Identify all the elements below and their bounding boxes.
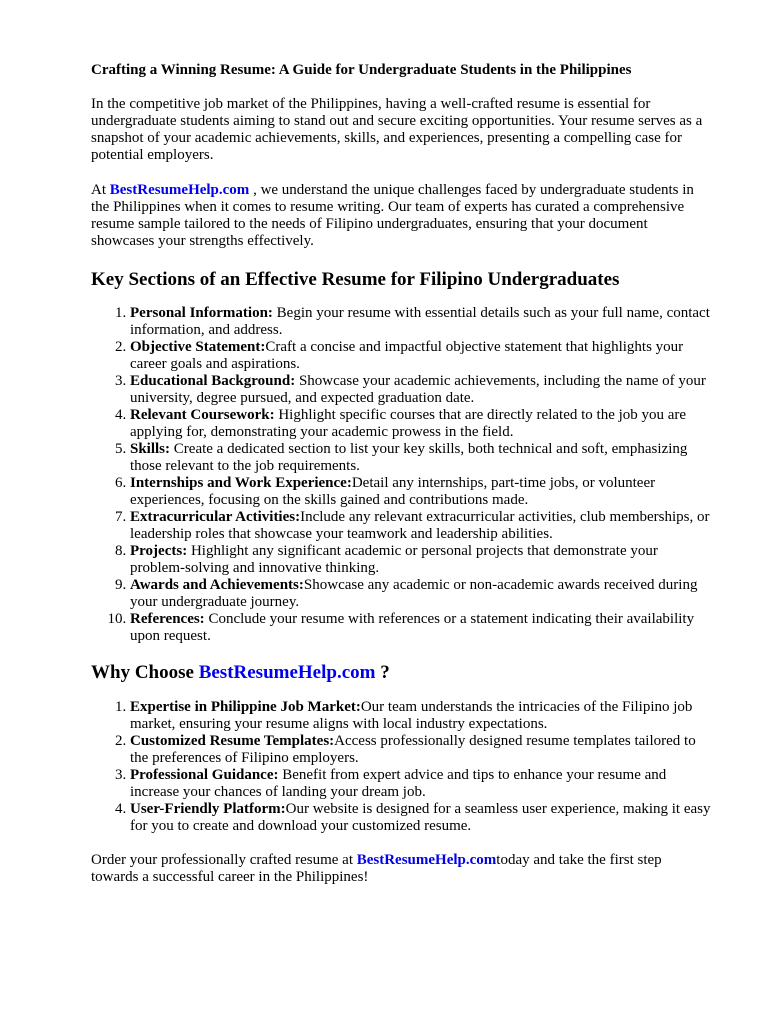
item-text: Showcase any academic or non-academic awards received during your undergraduate journey.: [130, 577, 698, 610]
why-suffix: ?: [375, 662, 390, 683]
item-label: User-Friendly Platform:: [130, 801, 286, 817]
item-label: References:: [130, 611, 205, 627]
item-text: Create a dedicated section to list your key skills, both technical and soft, emphasizing those relevant to the job requirements.: [130, 441, 688, 474]
item-text: Showcase your academic achievements, including the name of your university, degree pursued, and expected graduation date.: [130, 373, 706, 406]
list-item: [130, 339, 712, 373]
list-item: [130, 801, 712, 835]
item-text: Access professionally designed resume templates tailored to the preferences of Filipino employers.: [130, 733, 696, 766]
document-title: Crafting a Winning Resume: A Guide for Undergraduate Students in the Philippines: [91, 62, 632, 78]
item-label: Customized Resume Templates:: [130, 733, 335, 749]
item-text: Include any relevant extracurricular activities, club memberships, or leadership roles that showcase your teamwork and leadership abilities.: [130, 509, 710, 542]
bestresumehelp-link[interactable]: BestResumeHelp.com: [356, 852, 497, 868]
item-label: Projects:: [130, 543, 188, 559]
why-prefix: Why Choose: [91, 662, 199, 683]
list-item: [130, 543, 712, 577]
item-label: Personal Information:: [130, 305, 273, 321]
sections-list: [91, 305, 712, 645]
list-item: [130, 373, 712, 407]
list-item: [130, 475, 712, 509]
list-item: [130, 767, 712, 801]
why-heading: [91, 662, 712, 684]
item-label: Educational Background:: [130, 373, 296, 389]
why-list: [91, 699, 712, 835]
item-text: Highlight specific courses that are directly related to the job you are applying for, demonstrating your academic prowess in the field.: [130, 407, 687, 440]
item-label: Objective Statement:: [130, 339, 266, 355]
item-text: Begin your resume with essential details such as your full name, contact information, and address.: [130, 305, 710, 338]
list-item: [130, 509, 712, 543]
item-label: Extracurricular Activities:: [130, 509, 301, 525]
item-text: Our team understands the intricacies of the Filipino job market, ensuring your resume aligns with local industry expectations.: [130, 699, 693, 732]
list-item: [130, 611, 712, 645]
list-item: [130, 699, 712, 733]
item-text: Detail any internships, part-time jobs, or volunteer experiences, focusing on the skills gained and contributions made.: [130, 475, 656, 508]
list-item: [130, 577, 712, 611]
about-prefix: At: [91, 182, 110, 198]
list-item: [130, 733, 712, 767]
item-label: Expertise in Philippine Job Market:: [130, 699, 361, 715]
about-paragraph: [91, 182, 712, 250]
list-item: [130, 305, 712, 339]
item-label: Internships and Work Experience:: [130, 475, 352, 491]
about-text: , we understand the unique challenges faced by undergraduate students in the Philippines when it comes to resume writing. Our team of experts has curated a comprehensive resume sample tailored to the needs of Filipino undergraduates, ensuring that your document showcases your strengths effectively.: [91, 182, 694, 249]
item-label: Relevant Coursework:: [130, 407, 275, 423]
item-text: Highlight any significant academic or personal projects that demonstrate your problem-solving and innovative thinking.: [130, 543, 658, 576]
list-item: [130, 407, 712, 441]
item-label: Awards and Achievements:: [130, 577, 304, 593]
bestresumehelp-link[interactable]: BestResumeHelp.com: [109, 182, 250, 198]
item-text: Craft a concise and impactful objective statement that highlights your career goals and aspirations.: [130, 339, 684, 372]
sections-heading: Key Sections of an Effective Resume for Filipino Undergraduates: [91, 269, 620, 290]
item-label: Skills:: [130, 441, 171, 457]
closing-paragraph: [91, 852, 712, 886]
list-item: [130, 441, 712, 475]
intro-paragraph: In the competitive job market of the Philippines, having a well-crafted resume is essential for undergraduate students aiming to stand out and secure exciting opportunities. Your resume serves as a snapshot of your academic achievements, skills, and experiences, presenting a compelling case for potential employers.: [91, 96, 703, 163]
item-text: Conclude your resume with references or a statement indicating their availability upon request.: [130, 611, 695, 644]
item-text: Our website is designed for a seamless user experience, making it easy for you to create and download your customized resume.: [130, 801, 711, 834]
closing-prefix: Order your professionally crafted resume at: [91, 852, 357, 868]
item-label: Professional Guidance:: [130, 767, 279, 783]
closing-text: today and take the first step towards a successful career in the Philippines!: [91, 852, 662, 885]
item-text: Benefit from expert advice and tips to enhance your resume and increase your chances of landing your dream job.: [130, 767, 667, 800]
bestresumehelp-link[interactable]: BestResumeHelp.com: [198, 662, 376, 683]
